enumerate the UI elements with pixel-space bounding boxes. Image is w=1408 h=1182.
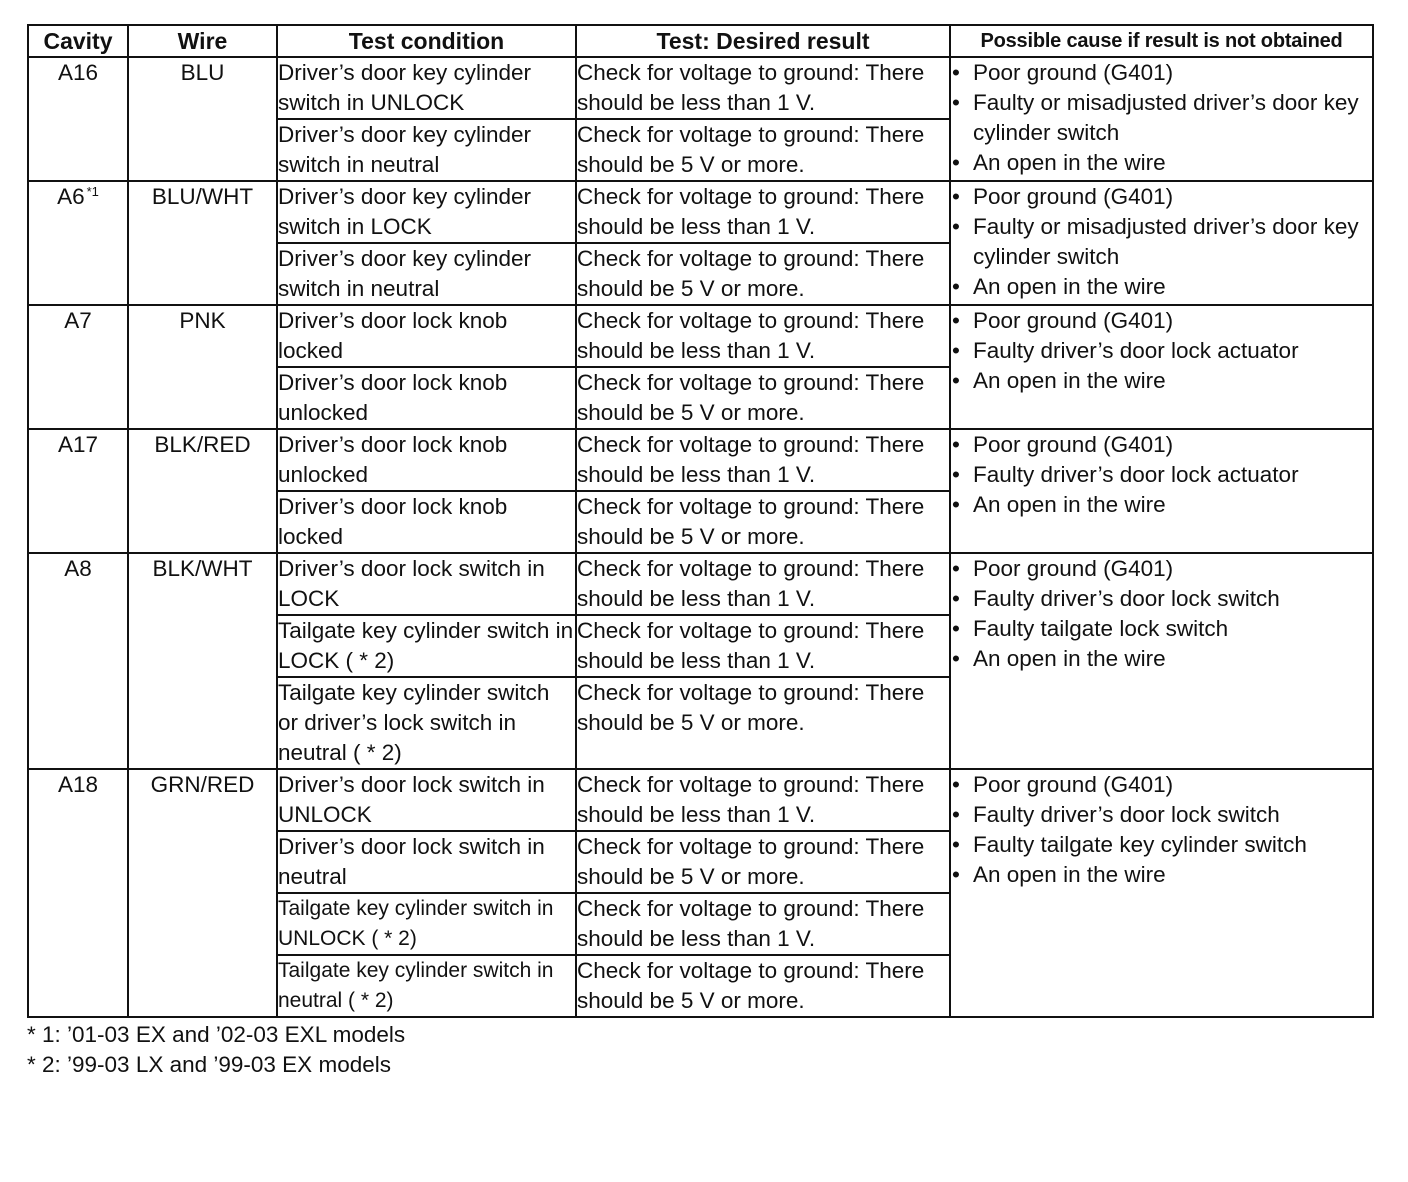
desired-result-cell: Check for voltage to ground: There should be less than 1 V. (576, 553, 950, 615)
footnote: * 1: ’01-03 EX and ’02-03 EXL models (27, 1022, 406, 1047)
cavity-id: A17 (57, 432, 99, 457)
connector-test-table (27, 24, 1374, 1018)
cause-item: • Faulty driver’s door lock actuator (951, 336, 1372, 366)
desired-result-cell: Check for voltage to ground: There should be less than 1 V. (576, 429, 950, 491)
cause-list (951, 306, 1372, 396)
wire-color-cell: BLK/RED (128, 429, 277, 553)
cause-item: • An open in the wire (951, 860, 1372, 890)
table-row (28, 553, 1373, 615)
cause-item: • Faulty or misadjusted driver’s door key cylinder switch (951, 88, 1372, 148)
header-test-condition: Test condition (277, 25, 576, 57)
desired-result-cell: Check for voltage to ground: There should be less than 1 V. (576, 181, 950, 243)
cause-item: • An open in the wire (951, 644, 1372, 674)
possible-cause-cell (950, 57, 1373, 181)
desired-result-cell: Check for voltage to ground: There should be less than 1 V. (576, 893, 950, 955)
test-condition-cell: Driver’s door key cylinder switch in neutral (277, 119, 576, 181)
desired-result-cell: Check for voltage to ground: There should be less than 1 V. (576, 769, 950, 831)
desired-result-cell: Check for voltage to ground: There should be 5 V or more. (576, 831, 950, 893)
cause-item: • Faulty driver’s door lock switch (951, 584, 1372, 614)
wire-color-cell: BLU (128, 57, 277, 181)
wire-color-cell: GRN/RED (128, 769, 277, 1017)
table-row (28, 181, 1373, 243)
test-condition-cell: Driver’s door lock knob locked (277, 491, 576, 553)
desired-result-cell: Check for voltage to ground: There should be 5 V or more. (576, 243, 950, 305)
cause-item: • Faulty driver’s door lock actuator (951, 460, 1372, 490)
footnote: * 2: ’99-03 LX and ’99-03 EX models (27, 1052, 391, 1077)
cause-item: • An open in the wire (951, 366, 1372, 396)
test-condition-cell: Tailgate key cylinder switch in neutral ( * 2) (277, 955, 576, 1017)
cavity-cell (28, 181, 128, 305)
cavity-cell (28, 769, 128, 1017)
desired-result-cell: Check for voltage to ground: There should be less than 1 V. (576, 615, 950, 677)
desired-result-cell: Check for voltage to ground: There should be less than 1 V. (576, 305, 950, 367)
cause-list (951, 182, 1372, 302)
cause-item: • Poor ground (G401) (951, 430, 1372, 460)
test-condition-cell: Tailgate key cylinder switch in UNLOCK ( * 2) (277, 893, 576, 955)
desired-result-cell: Check for voltage to ground: There should be 5 V or more. (576, 367, 950, 429)
header-possible-cause: Possible cause if result is not obtained (950, 25, 1373, 57)
table-row (28, 305, 1373, 367)
cavity-cell (28, 57, 128, 181)
cause-item: • An open in the wire (951, 148, 1372, 178)
cause-item: • Poor ground (G401) (951, 554, 1372, 584)
cavity-id: A8 (64, 556, 92, 581)
cause-item: • Poor ground (G401) (951, 770, 1372, 800)
cavity-cell (28, 305, 128, 429)
cavity-id: A7 (64, 308, 92, 333)
cavity-id: A18 (57, 772, 99, 797)
desired-result-cell: Check for voltage to ground: There should be 5 V or more. (576, 119, 950, 181)
cause-item: • Faulty tailgate lock switch (951, 614, 1372, 644)
cause-list (951, 58, 1372, 178)
test-condition-cell: Driver’s door key cylinder switch in LOCK (277, 181, 576, 243)
possible-cause-cell (950, 181, 1373, 305)
cause-item: • Poor ground (G401) (951, 306, 1372, 336)
desired-result-cell: Check for voltage to ground: There should be 5 V or more. (576, 677, 950, 769)
possible-cause-cell (950, 769, 1373, 1017)
cavity-cell (28, 553, 128, 769)
table-row (28, 57, 1373, 119)
test-condition-cell: Driver’s door lock knob locked (277, 305, 576, 367)
table-body (28, 57, 1373, 1017)
cause-list (951, 430, 1372, 520)
cause-item: • Faulty or misadjusted driver’s door key cylinder switch (951, 212, 1372, 272)
cause-item: • An open in the wire (951, 272, 1372, 302)
cause-item: • Poor ground (G401) (951, 182, 1372, 212)
desired-result-cell: Check for voltage to ground: There should be 5 V or more. (576, 491, 950, 553)
table-row (28, 429, 1373, 491)
desired-result-cell: Check for voltage to ground: There should be 5 V or more. (576, 955, 950, 1017)
test-condition-cell: Driver’s door lock switch in neutral (277, 831, 576, 893)
desired-result-cell: Check for voltage to ground: There should be less than 1 V. (576, 57, 950, 119)
table-header-row (28, 25, 1373, 57)
cause-list (951, 770, 1372, 890)
test-condition-cell: Tailgate key cylinder switch in LOCK ( * 2) (277, 615, 576, 677)
cause-item: • An open in the wire (951, 490, 1372, 520)
footnotes (27, 1020, 1372, 1080)
possible-cause-cell (950, 429, 1373, 553)
test-condition-cell: Driver’s door lock knob unlocked (277, 367, 576, 429)
wire-color-cell: BLK/WHT (128, 553, 277, 769)
test-condition-cell: Driver’s door key cylinder switch in neutral (277, 243, 576, 305)
cavity-footnote-marker: *1 (86, 183, 99, 199)
cause-item: • Poor ground (G401) (951, 58, 1372, 88)
cavity-id: A6 (57, 184, 85, 209)
document-page (27, 24, 1372, 1080)
cause-list (951, 554, 1372, 674)
header-wire: Wire (128, 25, 277, 57)
cavity-cell (28, 429, 128, 553)
possible-cause-cell (950, 553, 1373, 769)
cause-item: • Faulty driver’s door lock switch (951, 800, 1372, 830)
possible-cause-cell (950, 305, 1373, 429)
cause-item: • Faulty tailgate key cylinder switch (951, 830, 1372, 860)
table-row (28, 769, 1373, 831)
test-condition-cell: Driver’s door lock switch in LOCK (277, 553, 576, 615)
test-condition-cell: Tailgate key cylinder switch or driver’s lock switch in neutral ( * 2) (277, 677, 576, 769)
header-desired-result: Test: Desired result (576, 25, 950, 57)
wire-color-cell: BLU/WHT (128, 181, 277, 305)
cavity-id: A16 (57, 60, 99, 85)
test-condition-cell: Driver’s door lock switch in UNLOCK (277, 769, 576, 831)
test-condition-cell: Driver’s door lock knob unlocked (277, 429, 576, 491)
wire-color-cell: PNK (128, 305, 277, 429)
header-cavity: Cavity (28, 25, 128, 57)
test-condition-cell: Driver’s door key cylinder switch in UNLOCK (277, 57, 576, 119)
